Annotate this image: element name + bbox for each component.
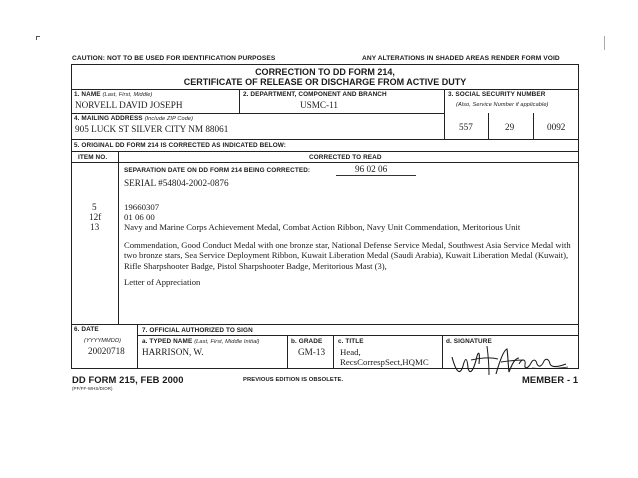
name-value: NORVELL DAVID JOSEPH [75,100,183,110]
rule [71,162,579,163]
item-no-header: ITEM NO. [78,154,108,161]
item-number: 13 [90,222,100,232]
separation-date-label: SEPARATION DATE ON DD FORM 214 BEING CORRECTED: [124,167,311,174]
item-number: 12f [89,212,102,222]
section-7-label: 7. OFFICIAL AUTHORIZED TO SIGN [142,327,253,334]
grade-label: b. GRADE [291,338,323,345]
rule [71,324,579,325]
ssn-label: 3. SOCIAL SECURITY NUMBER [448,91,546,98]
ssn-part-3: 0092 [547,122,566,132]
rule [287,335,288,369]
separation-date-value: 96 02 06 [355,164,388,174]
corrected-letter: Letter of Appreciation [124,277,201,287]
ssn-part-1: 557 [459,122,473,132]
form-title [71,67,579,87]
rule [137,335,579,336]
signature-label: d. SIGNATURE [446,338,492,345]
section-5-label: 5. ORIGINAL DD FORM 214 IS CORRECTED AS INDICATED BELOW: [74,142,287,149]
department-label: 2. DEPARTMENT, COMPONENT AND BRANCH [243,91,387,98]
rule [239,89,240,113]
alterations-text: ANY ALTERATIONS IN SHADED AREAS RENDER FORM VOID [362,55,560,62]
form-code: (PF/FF-WHS/DIOR) [72,386,113,391]
date-label: 6. DATE [74,326,99,333]
scan-edge [604,36,605,50]
rule [71,151,579,152]
address-value: 905 LUCK ST SILVER CITY NM 88061 [75,124,229,134]
grade-value: GM-13 [298,347,326,357]
rule [444,89,445,139]
rule [71,113,444,114]
ssn-hint: (Also, Service Number if applicable) [456,102,549,108]
rule [333,335,334,369]
address-label: 4. MAILING ADDRESS (Include ZIP Code) [74,115,194,122]
form-title-line-2: CERTIFICATE OF RELEASE OR DISCHARGE FROM ACTIVE DUTY [183,77,467,87]
form-title-line-1: CORRECTION TO DD FORM 214, [255,67,395,77]
name-label: 1. NAME (Last, First, Middle) [74,91,153,98]
date-value: 20020718 [88,346,125,356]
rule [71,89,579,90]
rule [118,151,119,324]
date-hint: (YYYYMMDD) [84,338,122,344]
typed-name-value: HARRISON, W. [142,347,204,357]
title-value-line-1: Head, [340,347,361,357]
corrected-line-1: 19660307 [124,202,160,212]
ssn-part-2: 29 [505,122,515,132]
rule [137,324,138,369]
corrected-awards-paragraph: Commendation, Good Conduct Medal with one bronze star, National Defense Service Medal, Southwest Asia Service Medal with two bronze stars, Sea Service Deployment Ribbon, Kuwait Liberation Medal (Saudi Arabia), Kuwait Liberation Medal (Kuwait), Rifle Sharpshooter Badge, Pistol Sharpshooter Badge, Meritorious Mast (3), [124,240,571,271]
department-value: USMC-11 [300,100,338,110]
corrected-line-2: 01 06 00 [124,212,155,222]
serial-number: SERIAL #54804-2002-0876 [124,178,229,188]
caution-text: CAUTION: NOT TO BE USED FOR IDENTIFICATION PURPOSES [72,55,276,62]
rule [488,113,489,139]
separation-date-underline [336,175,416,176]
title-label: c. TITLE [338,338,364,345]
item-number: 5 [92,202,97,212]
title-value-line-2: RecsCorrespSect,HQMC [340,357,429,367]
typed-name-label: a. TYPED NAME (Last, First, Middle Initial) [142,338,260,345]
corrected-line-3: Navy and Marine Corps Achievement Medal, Combat Action Ribbon, Navy Unit Commendation, Meritorious Unit [124,222,521,232]
form-id: DD FORM 215, FEB 2000 [72,374,184,385]
copy-designation: MEMBER - 1 [522,374,579,385]
previous-edition-note: PREVIOUS EDITION IS OBSOLETE. [243,377,344,383]
rule [533,113,534,139]
corrected-header: CORRECTED TO READ [309,154,382,161]
rule [71,139,579,140]
rule [442,335,443,369]
handwritten-signature [446,342,578,378]
scan-mark [36,36,37,40]
